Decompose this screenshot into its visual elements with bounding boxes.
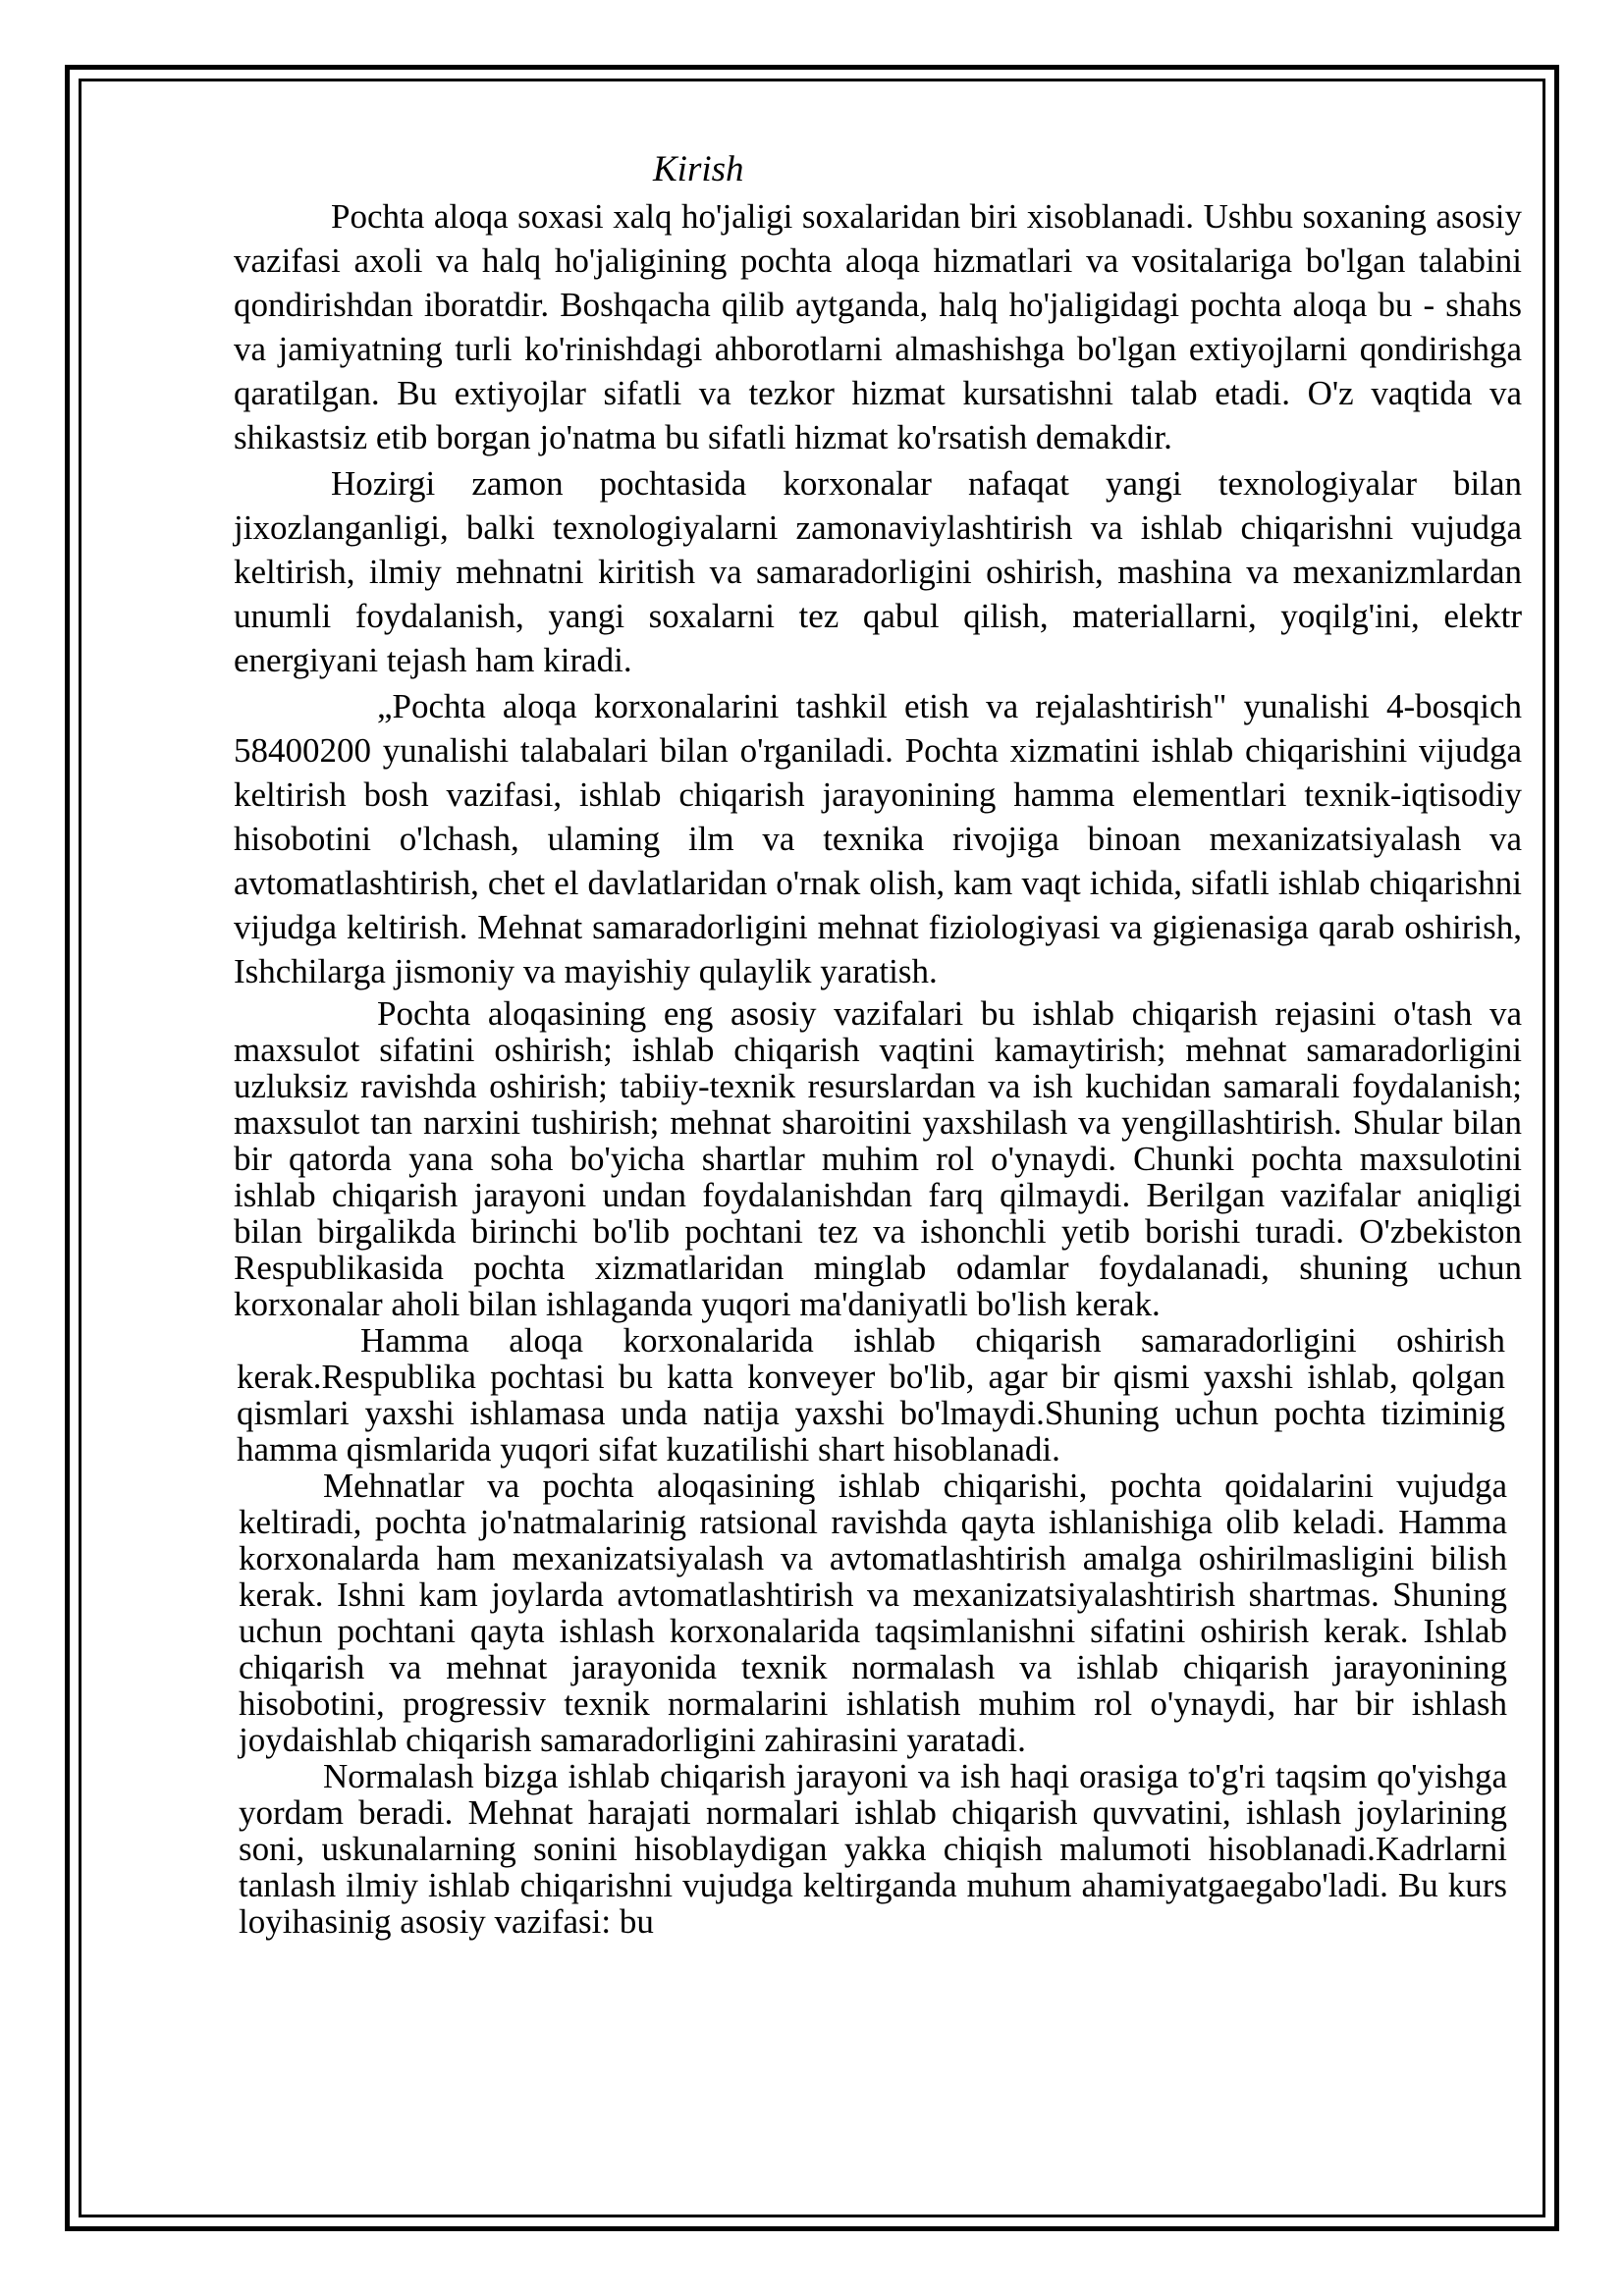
paragraph-6: Mehnatlar va pochta aloqasining ishlab chiqarishi, pochta qoidalarini vujudga keltiradi, pochta jo'natmalarinig ratsional ravishda qayta ishlanishiga olib keladi. Hamma korxonalarda ham mexanizatsiyalash va avtomatlashtirish amalga oshirilmasligini bilish kerak. Ishni kam joylarda avtomatlashtirish va mexanizatsiyalashtirish shartmas. Shuning uchun pochtani qayta ishlash korxonalarida taqsimlanishni sifatini oshirish kerak. Ishlab chiqarish va mehnat jarayonida texnik normalash va ishlab chiqarish jarayonining hisobotini, progressiv texnik normalarini ishlatish muhim rol o'ynaydi, har bir ishlash joydaishlab chiqarish samaradorligini zahirasini yaratadi.	[239, 1467, 1507, 1759]
paragraph-5: Hamma aloqa korxonalarida ishlab chiqarish samaradorligini oshirish kerak.Respublika pochtasi bu katta konveyer bo'lib, agar bir qismi yaxshi ishlab, qolgan qismlari yaxshi ishlamasa unda natija yaxshi bo'lmaydi.Shuning uchun pochta tiziminig hamma qismlarida yuqori sifat kuzatilishi shart hisoblanadi.	[237, 1321, 1505, 1468]
paragraph-3: „Pochta aloqa korxonalarini tashkil etish va rejalashtirish" yunalishi 4-bosqich 58400200 yunalishi talabalari bilan o'rganiladi. Pochta xizmatini ishlab chiqarishini vijudga keltirish bosh vazifasi, ishlab chiqarish jarayonining hamma elementlari texnik-iqtisodiy hisobotini o'lchash, ulaming ilm va texnika rivojiga binoan mexanizatsiyalash va avtomatlashtirish, chet el davlatlaridan o'rnak olish, kam vaqt ichida, sifatli ishlab chiqarishni vijudga keltirish. Mehnat samaradorligini mehnat fiziologiyasi va gigienasiga qarab oshirish, Ishchilarga jismoniy va mayishiy qulaylik yaratish.	[234, 687, 1522, 990]
document-title: Kirish	[653, 149, 744, 189]
paragraph-2: Hozirgi zamon pochtasida korxonalar nafaqat yangi texnologiyalar bilan jixozlanganligi, balki texnologiyalarni zamonaviylashtirish va ishlab chiqarishni vujudga keltirish, ilmiy mehnatni kiritish va samaradorligini oshirish, mashina va mexanizmlardan unumli foydalanish, yangi soxalarni tez qabul qilish, materiallarni, yoqilg'ini, elektr energiyani tejash ham kiradi.	[234, 464, 1522, 679]
paragraph-7: Normalash bizga ishlab chiqarish jarayoni va ish haqi orasiga to'g'ri taqsim qo'yishga yordam beradi. Mehnat harajati normalari ishlab chiqarish quvvatini, ishlash joylarining soni, uskunalarning sonini hisoblaydigan yakka chiqish malumoti hisoblanadi.Kadrlarni tanlash ilmiy ishlab chiqarishni vujudga keltirganda muhum ahamiyatgaegabo'ladi. Bu kurs loyihasinig asosiy vazifasi: bu	[239, 1757, 1507, 1941]
paragraph-1: Pochta aloqa soxasi xalq ho'jaligi soxalaridan biri xisoblanadi. Ushbu soxaning asosiy vazifasi axoli va halq ho'jaligining pochta aloqa hizmatlari va vositalariga bo'lgan talabini qondirishdan iboratdir. Boshqacha qilib aytganda, halq ho'jaligidagi pochta aloqa bu - shahs va jamiyatning turli ko'rinishdagi ahborotlarni almashishga bo'lgan extiyojlarni qondirishga qaratilgan. Bu extiyojlar sifatli va tezkor hizmat kursatishni talab etadi. O'z vaqtida va shikastsiz etib borgan jo'natma bu sifatli hizmat ko'rsatish demakdir.	[234, 197, 1522, 456]
document-body	[234, 147, 1522, 1940]
paragraph-4: Pochta aloqasining eng asosiy vazifalari bu ishlab chiqarish rejasini o'tash va maxsulot sifatini oshirish; ishlab chiqarish vaqtini kamaytirish; mehnat samaradorligini uzluksiz ravishda oshirish; tabiiy-texnik resurslardan va ish kuchidan samarali foydalanish; maxsulot tan narxini tushirish; mehnat sharoitini yaxshilash va yengillashtirish. Shular bilan bir qatorda yana soha bo'yicha shartlar muhim rol o'ynaydi. Chunki pochta maxsulotini ishlab chiqarish jarayoni undan foydalanishdan farq qilmaydi. Berilgan vazifalar aniqligi bilan birgalikda birinchi bo'lib pochtani tez va ishonchli yetib borishi turadi. O'zbekiston Respublikasida pochta xizmatlaridan minglab odamlar foydalanadi, shuning uchun korxonalar aholi bilan ishlaganda yuqori ma'daniyatli bo'lish kerak.	[234, 994, 1522, 1323]
